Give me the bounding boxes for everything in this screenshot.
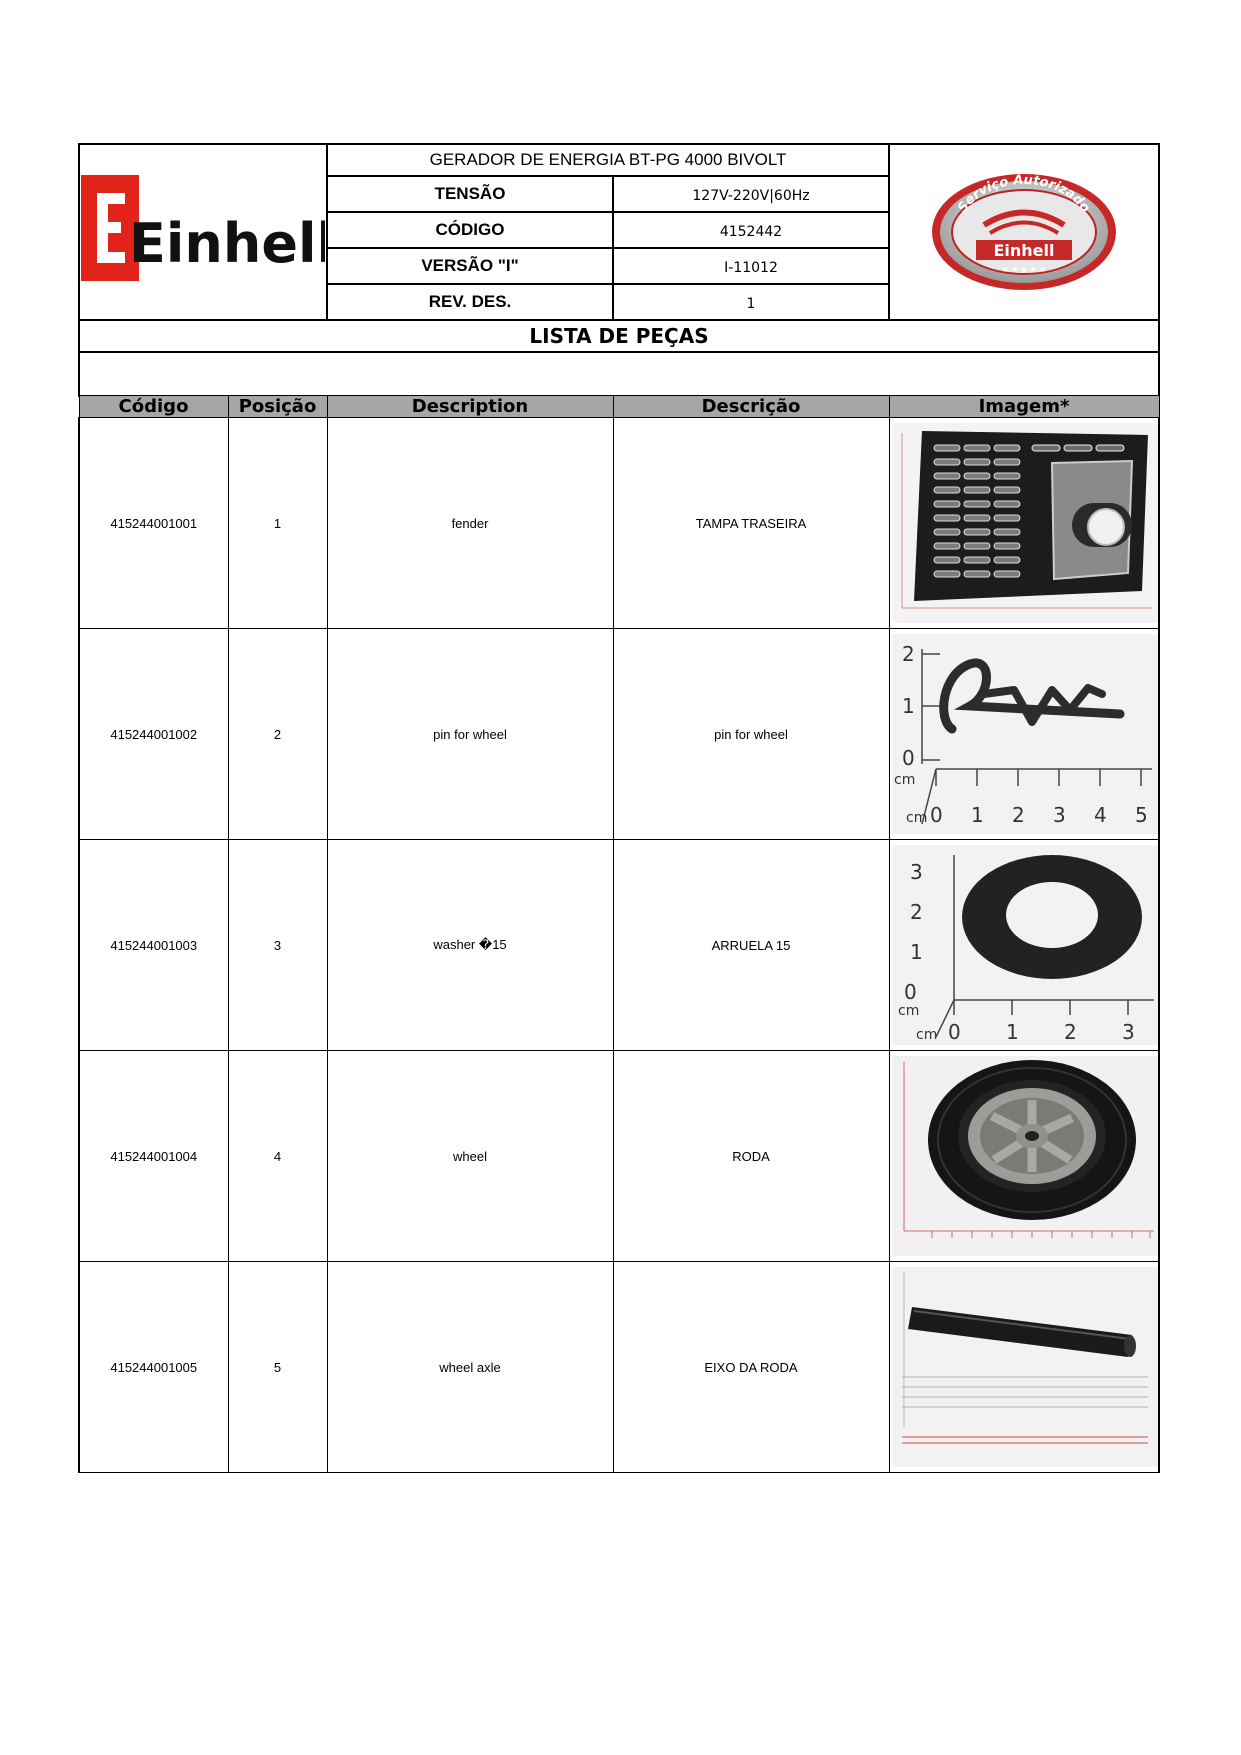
product-title: GERADOR DE ENERGIA BT-PG 4000 BIVOLT — [327, 144, 889, 176]
svg-text:0: 0 — [903, 980, 917, 1004]
part-code: 415244001002 — [79, 629, 228, 840]
part-descricao: RODA — [613, 1051, 889, 1262]
svg-text:Einhell: Einhell — [993, 240, 1055, 260]
col-header-descricao: Descrição — [613, 396, 889, 418]
header-table — [78, 143, 1160, 397]
part-code: 415244001003 — [79, 840, 228, 1051]
revision-value: 1 — [613, 284, 889, 320]
spacer-row — [79, 352, 1159, 397]
svg-text:2: 2 — [1063, 1020, 1077, 1044]
revision-label: REV. DES. — [327, 284, 613, 320]
part-image — [889, 629, 1159, 840]
svg-text:★ ★ ★ ★ ★: ★ ★ ★ ★ ★ — [1001, 264, 1047, 274]
part-descricao: TAMPA TRASEIRA — [613, 418, 889, 629]
part-position: 3 — [228, 840, 327, 1051]
svg-text:cm: cm — [915, 1027, 937, 1043]
rear-cover-photo-icon — [892, 423, 1158, 623]
table-row — [79, 418, 1159, 629]
part-code: 415244001001 — [79, 418, 228, 629]
svg-text:1: 1 — [970, 803, 984, 827]
parts-sheet — [78, 143, 1158, 1473]
svg-text:cm: cm — [905, 810, 927, 826]
svg-text:Einhell: Einhell — [129, 211, 325, 275]
part-descricao: EIXO DA RODA — [613, 1262, 889, 1473]
svg-text:2: 2 — [901, 642, 915, 666]
list-title: LISTA DE PEÇAS — [79, 320, 1159, 352]
table-row — [79, 629, 1159, 840]
part-descricao: ARRUELA 15 — [613, 840, 889, 1051]
einhell-logo — [79, 144, 327, 320]
code-label: CÓDIGO — [327, 212, 613, 248]
wheel-axle-photo-icon — [892, 1267, 1158, 1467]
wheel-photo-icon — [892, 1056, 1158, 1256]
part-position: 5 — [228, 1262, 327, 1473]
col-header-code: Código — [79, 396, 228, 418]
svg-text:cm: cm — [893, 772, 915, 788]
svg-text:0: 0 — [929, 803, 943, 827]
version-value: I-11012 — [613, 248, 889, 284]
svg-text:cm: cm — [897, 1003, 919, 1019]
part-description: washer �15 — [327, 840, 613, 1051]
einhell-logo-icon — [81, 175, 325, 285]
part-position: 4 — [228, 1051, 327, 1262]
svg-text:3: 3 — [1121, 1020, 1135, 1044]
svg-text:1: 1 — [901, 694, 915, 718]
parts-table — [78, 395, 1160, 1473]
col-header-image: Imagem* — [889, 396, 1159, 418]
authorized-service-seal-icon — [924, 170, 1124, 290]
part-description: fender — [327, 418, 613, 629]
part-description: pin for wheel — [327, 629, 613, 840]
part-position: 1 — [228, 418, 327, 629]
table-row — [79, 840, 1159, 1051]
washer-photo-icon — [892, 845, 1158, 1045]
part-descricao: pin for wheel — [613, 629, 889, 840]
code-value: 4152442 — [613, 212, 889, 248]
part-position: 2 — [228, 629, 327, 840]
part-description: wheel — [327, 1051, 613, 1262]
svg-text:3: 3 — [909, 860, 923, 884]
svg-text:1: 1 — [909, 940, 923, 964]
svg-text:Serviço Autorizado: Serviço Autorizado — [955, 172, 1093, 215]
svg-text:3: 3 — [1052, 803, 1066, 827]
svg-text:4: 4 — [1093, 803, 1107, 827]
part-code: 415244001005 — [79, 1262, 228, 1473]
col-header-description: Description — [327, 396, 613, 418]
svg-text:5: 5 — [1134, 803, 1148, 827]
part-image — [889, 840, 1159, 1051]
part-image — [889, 418, 1159, 629]
table-row — [79, 1262, 1159, 1473]
part-description: wheel axle — [327, 1262, 613, 1473]
svg-text:2: 2 — [1011, 803, 1025, 827]
voltage-label: TENSÃO — [327, 176, 613, 212]
svg-text:0: 0 — [901, 746, 915, 770]
authorized-service-seal — [889, 144, 1159, 320]
col-header-position: Posição — [228, 396, 327, 418]
svg-text:0: 0 — [947, 1020, 961, 1044]
svg-text:2: 2 — [909, 900, 923, 924]
wheel-pin-photo-icon — [892, 634, 1158, 834]
part-image — [889, 1262, 1159, 1473]
voltage-value: 127V-220V|60Hz — [613, 176, 889, 212]
svg-text:1: 1 — [1005, 1020, 1019, 1044]
table-row — [79, 1051, 1159, 1262]
version-label: VERSÃO "I" — [327, 248, 613, 284]
part-image — [889, 1051, 1159, 1262]
part-code: 415244001004 — [79, 1051, 228, 1262]
